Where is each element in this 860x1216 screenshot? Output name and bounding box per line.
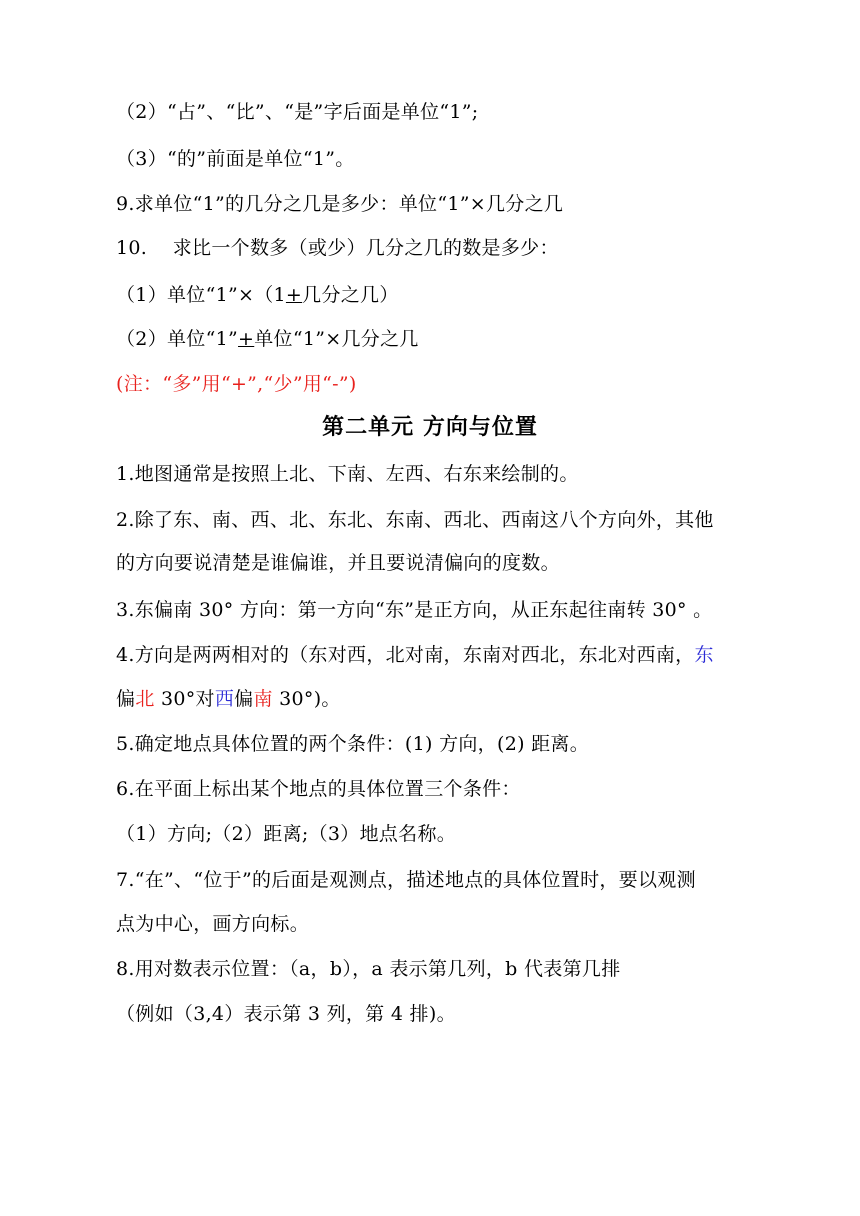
highlight-north: 北	[135, 688, 155, 710]
direction-item-4-line1	[116, 643, 714, 667]
section-heading: 第二单元 方向与位置	[322, 415, 538, 440]
direction-item-3: 3.东偏南 30° 方向：第一方向“东”是正方向，从正东起往南转 30° 。	[116, 599, 713, 621]
rule-item-2: （2）“占”、“比”、“是”字后面是单位“1”;	[116, 101, 479, 123]
plus-minus-sign: +	[238, 328, 255, 350]
direction-item-6: 6.在平面上标出某个地点的具体位置三个条件：	[116, 778, 521, 800]
rule-item-10: 10. 求比一个数多（或少）几分之几的数是多少：	[116, 237, 559, 259]
direction-item-7-line1: 7.“在”、“位于”的后面是观测点，描述地点的具体位置时，要以观测	[116, 869, 696, 891]
text-30-end: 30°)。	[272, 688, 341, 710]
highlight-west: 西	[214, 688, 235, 710]
direction-item-4-line2	[116, 687, 341, 711]
direction-item-1: 1.地图通常是按照上北、下南、左西、右东来绘制的。	[116, 463, 579, 485]
direction-item-2-line1: 2.除了东、南、西、北、东北、东南、西北、西南这八个方向外，其他	[116, 509, 714, 531]
highlight-east: 东	[694, 644, 714, 666]
text-pian: 偏	[116, 688, 136, 710]
direction-item-8-line1: 8.用对数表示位置：（a，b），a 表示第几列，b 代表第几排	[116, 958, 621, 980]
rule-item-3: （3）“的”前面是单位“1”。	[116, 148, 355, 170]
rule-item-10-1-text-a: （1）单位“1”×（1	[116, 284, 286, 306]
text-pian-2: 偏	[234, 688, 254, 710]
rule-item-10-1	[116, 283, 399, 307]
direction-item-4-text: 4.方向是两两相对的（东对西，北对南，东南对西北，东北对西南，	[116, 644, 695, 666]
direction-item-5: 5.确定地点具体位置的两个条件：(1) 方向，(2) 距离。	[116, 733, 590, 755]
rule-item-10-2	[116, 327, 419, 351]
rule-item-10-1-text-b: 几分之几）	[302, 284, 399, 306]
text-30-dui: 30°对	[154, 688, 215, 710]
direction-item-7-line2: 点为中心，画方向标。	[116, 913, 310, 935]
direction-item-8-line2: （例如（3,4）表示第 3 列，第 4 排)。	[116, 1003, 456, 1025]
highlight-south: 南	[253, 688, 273, 710]
direction-item-6-sub: （1）方向;（2）距离;（3）地点名称。	[116, 823, 457, 845]
rule-item-10-2-text-b: 单位“1”×几分之几	[254, 328, 419, 350]
note-red: (注：“多”用“+”,“少”用“-”)	[116, 373, 357, 395]
rule-item-10-2-text-a: （2）单位“1”	[116, 328, 239, 350]
plus-minus-sign: +	[285, 284, 303, 306]
rule-item-9: 9.求单位“1”的几分之几是多少：单位“1”×几分之几	[116, 193, 564, 215]
direction-item-2-line2: 的方向要说清楚是谁偏谁，并且要说清偏向的度数。	[116, 552, 560, 574]
